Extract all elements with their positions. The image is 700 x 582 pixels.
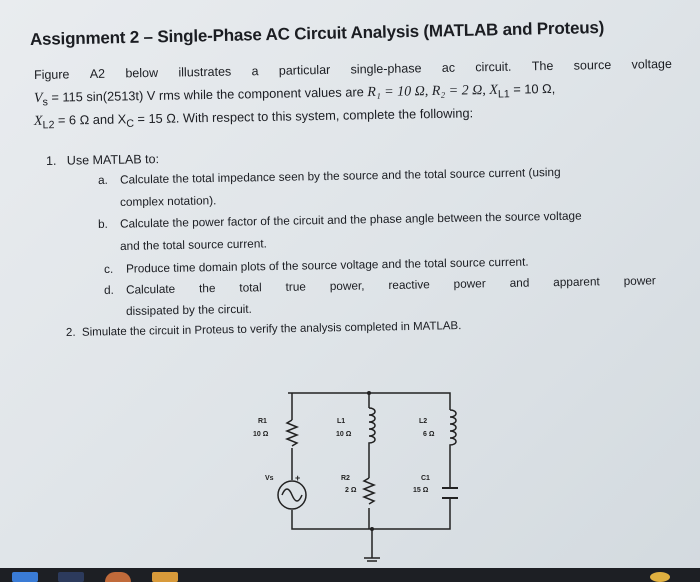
task-text: Use MATLAB to: <box>66 152 160 168</box>
taskbar-app-icon[interactable] <box>12 572 38 582</box>
l1-value: 10 Ω <box>336 431 352 438</box>
word: power <box>453 276 486 291</box>
task-text: Calculate the total impedance seen by the source and the total source current (using <box>119 164 561 187</box>
task-text: Simulate the circuit in Proteus to verify the analysis completed in MATLAB. <box>81 320 462 339</box>
task-1a-cont: complex notation). <box>119 193 217 209</box>
word: power <box>623 273 656 288</box>
l1-label: L1 <box>337 418 346 425</box>
vs-sub: s <box>42 96 49 109</box>
sine-wave-icon <box>282 489 302 501</box>
word: apparent <box>553 274 600 290</box>
l2-label: L2 <box>419 418 428 425</box>
c1-value: 15 Ω <box>413 487 429 494</box>
xl1-sub: L1 <box>497 88 510 101</box>
word: total <box>239 280 262 295</box>
task-1d-cont: dissipated by the circuit. <box>125 301 253 318</box>
word: A2 <box>89 66 106 82</box>
r2-resistor-symbol <box>364 478 374 504</box>
intro-text: = 15 Ω. With respect to this system, complete the following: <box>133 105 474 127</box>
word: single-phase <box>350 61 422 77</box>
word: the <box>198 281 216 296</box>
task-1b-cont: and the total source current. <box>119 236 268 253</box>
r2-value: 2 Ω <box>345 487 357 494</box>
xc-sub: C <box>126 117 135 130</box>
word: Calculate <box>125 281 176 297</box>
xl1-value: = 10 Ω, <box>509 80 556 97</box>
word: power, <box>329 278 365 294</box>
vs-label: Vs <box>265 475 274 482</box>
l2-inductor-symbol <box>450 410 456 446</box>
c1-capacitor-symbol <box>442 488 458 498</box>
r1-value: 10 Ω <box>253 431 269 438</box>
xl2-sub: L2 <box>42 119 55 132</box>
r1-resistor-symbol <box>287 420 297 446</box>
intro-text: = 6 Ω and X <box>54 111 127 128</box>
word: particular <box>278 62 331 78</box>
r1-label: R1 <box>258 418 267 425</box>
vs-symbol: V <box>33 90 43 106</box>
l1-inductor-symbol <box>369 408 375 450</box>
r2-label: R2 <box>341 475 350 482</box>
task-letter: a. <box>97 172 108 187</box>
ground-symbol <box>364 558 380 561</box>
word: Figure <box>33 67 70 82</box>
word: The <box>531 58 554 74</box>
word: and <box>509 275 530 290</box>
task-letter: b. <box>97 216 108 231</box>
task-number: 1. <box>45 153 57 168</box>
taskbar-app-icon[interactable] <box>105 572 131 582</box>
word: below <box>125 65 159 81</box>
task-text: Calculate the power factor of the circuit and the phase angle between the source voltage <box>119 208 582 231</box>
word: true <box>285 279 306 294</box>
task-letter: d. <box>103 282 114 297</box>
intro-text: = 115 sin(2513t) V rms while the component values are <box>47 84 368 105</box>
l2-value: 6 Ω <box>423 431 435 438</box>
word: source <box>573 57 612 73</box>
word: a <box>251 64 259 79</box>
word: reactive <box>388 277 430 293</box>
xl2-symbol: X <box>33 113 43 129</box>
vs-polarity: + <box>295 473 301 483</box>
taskbar-app-icon[interactable] <box>152 572 178 582</box>
word: circuit. <box>475 59 512 75</box>
word: voltage <box>631 56 672 72</box>
taskbar-app-icon[interactable] <box>58 572 84 582</box>
task-letter: c. <box>103 261 114 276</box>
component-values: R₁ = 10 Ω, R₂ = 2 Ω, X <box>367 82 498 101</box>
task-number: 2. <box>65 326 76 339</box>
task-text: Produce time domain plots of the source voltage and the total source current. <box>125 254 529 276</box>
word: ac <box>441 60 456 75</box>
page-title: Assignment 2 – Single-Phase AC Circuit Analysis (MATLAB and Proteus) <box>29 17 605 49</box>
word: illustrates <box>178 64 232 80</box>
taskbar-app-icon[interactable] <box>650 572 670 582</box>
c1-label: C1 <box>421 475 430 482</box>
